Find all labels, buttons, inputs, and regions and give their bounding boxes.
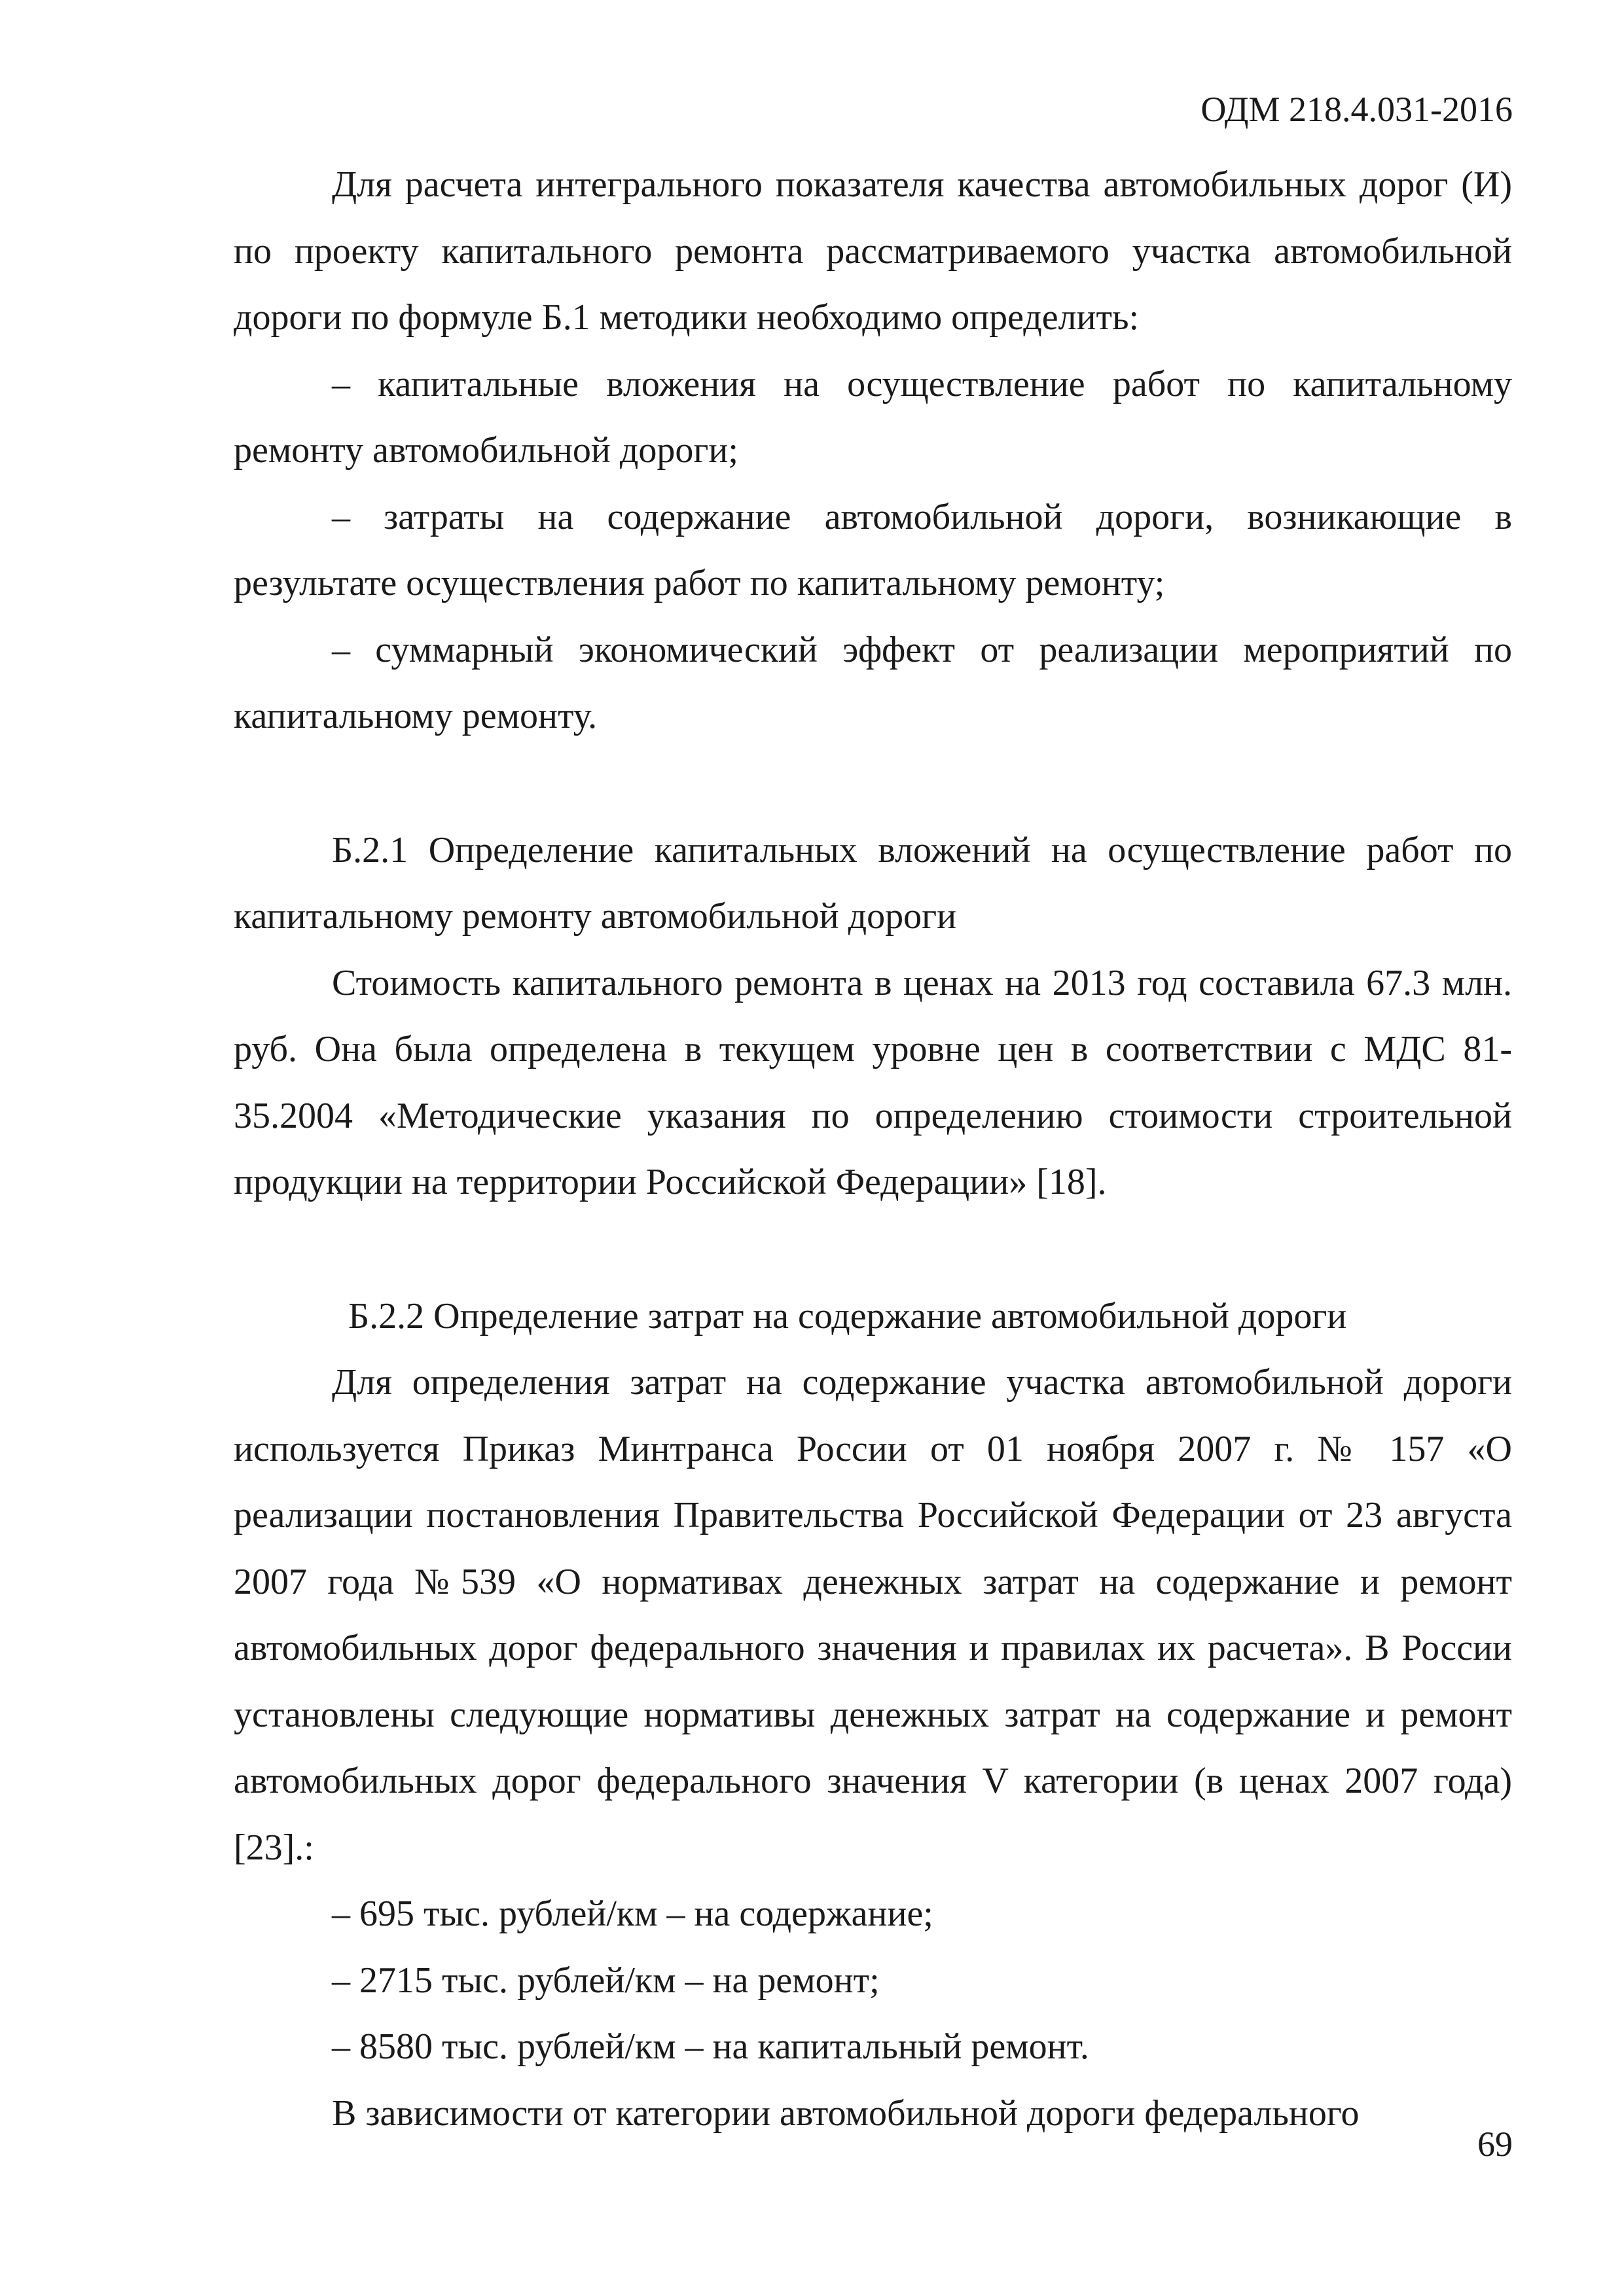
list-item-capital-investment: – капитальные вложения на осуществление работ по капитальному ремонту автомобильной дороги; bbox=[234, 363, 1512, 471]
spacer bbox=[234, 1216, 1512, 1283]
section-heading-b21: Б.2.1 Определение капитальных вложений на осуществление работ по капитальному ремонту автомобильной дороги bbox=[234, 829, 1512, 937]
intro-paragraph: Для расчета интегрального показателя качества автомобильных дорог (И) по проекту капитального ремонта рассматриваемого участка автомобильной дороги по формуле Б.1 методики необходимо определить: bbox=[234, 164, 1512, 338]
list-item-maintenance-costs: – затраты на содержание автомобильной дороги, возникающие в результате осуществления работ по капитальному ремонту; bbox=[234, 496, 1512, 603]
last-paragraph: В зависимости от категории автомобильной дороги федерального bbox=[332, 2092, 1360, 2134]
section-heading-b22: Б.2.2 Определение затрат на содержание автомобильной дороги bbox=[348, 1295, 1347, 1336]
page-content bbox=[234, 152, 1512, 2147]
document-code: ОДМ 218.4.031-2016 bbox=[1200, 90, 1513, 129]
cost-paragraph: Стоимость капитального ремонта в ценах на 2013 год составила 67.3 млн. руб. Она была определена в текущем уровне цен в соответствии с МДС 81-35.2004 «Методические указания по определению стоимости строительной продукции на территории Российской Федерации» [18]. bbox=[234, 962, 1512, 1202]
norm-item-repair: – 2715 тыс. рублей/км – на ремонт; bbox=[332, 1960, 880, 2001]
list-item-economic-effect: – суммарный экономический эффект от реализации мероприятий по капитальному ремонту. bbox=[234, 629, 1512, 736]
norm-item-capital-repair: – 8580 тыс. рублей/км – на капитальный ремонт. bbox=[332, 2026, 1089, 2067]
norm-item-maintenance: – 695 тыс. рублей/км – на содержание; bbox=[332, 1893, 933, 1934]
maintenance-paragraph: Для определения затрат на содержание участка автомобильной дороги используется Приказ Минтранса России от 01 ноября 2007 г. № 157 «О реализации постановления Правительства Российской Федерации от 23 августа 2007 года №539 «О нормативах денежных затрат на содержание и ремонт автомобильных дорог федерального значения и правилах их расчета». В России установлены следующие нормативы денежных затрат на содержание и ремонт автомобильных дорог федерального значения V категории (в ценах 2007 года) [23].: bbox=[234, 1362, 1512, 1868]
spacer bbox=[234, 750, 1512, 817]
page-number: 69 bbox=[1477, 2125, 1513, 2164]
